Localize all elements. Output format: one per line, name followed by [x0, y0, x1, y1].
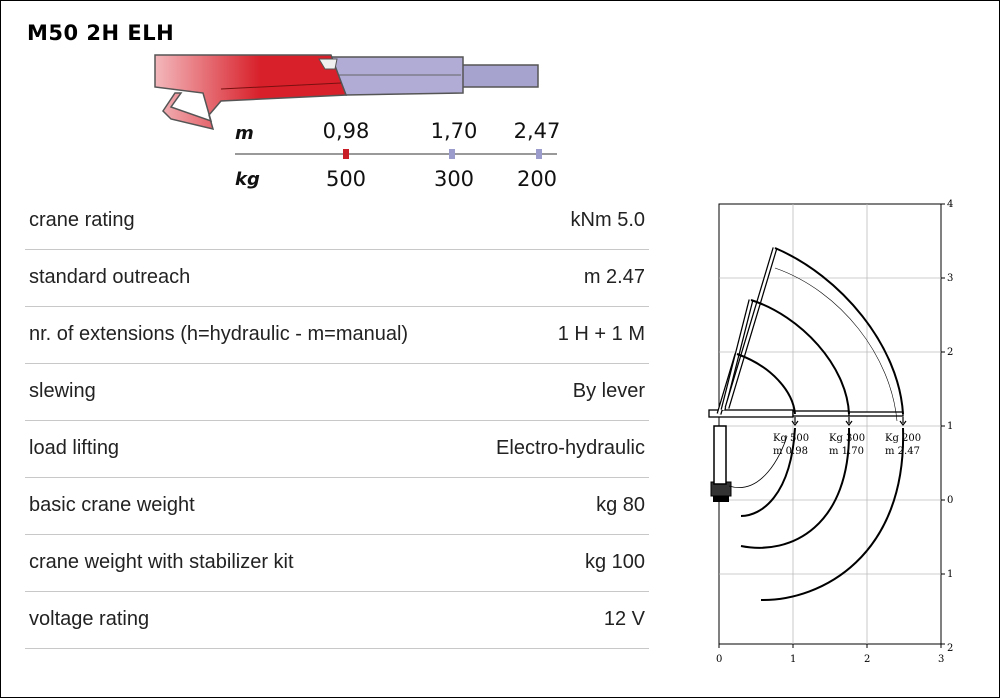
spec-value: 12 V: [603, 608, 645, 630]
spec-table: [25, 193, 649, 649]
spec-row: [25, 478, 649, 535]
scale-marker: [536, 149, 542, 159]
model-title: M50 2H ELH: [27, 21, 175, 45]
y-tick-label: 4: [947, 199, 954, 210]
y-tick-label: 2: [947, 643, 954, 654]
y-tick-label: 1: [947, 569, 954, 580]
scale-kg-value: 500: [325, 167, 367, 191]
unit-kg-label: kg: [235, 169, 260, 190]
x-tick-label: 0: [716, 654, 723, 665]
working-range-diagram: [701, 196, 976, 676]
spec-row: [25, 592, 649, 649]
load-m-label: m 0.98: [773, 446, 808, 457]
scale-line: [235, 153, 557, 155]
spec-label: basic crane weight: [29, 494, 195, 516]
spec-label: slewing: [29, 380, 96, 402]
spec-value: By lever: [572, 380, 645, 402]
spec-label: nr. of extensions (h=hydraulic - m=manual): [29, 323, 409, 345]
spec-row: [25, 250, 649, 307]
spec-value: kg 100: [584, 551, 645, 573]
spec-value: kNm 5.0: [570, 209, 645, 231]
y-tick-label: 0: [947, 495, 954, 506]
scale-kg-value: 200: [516, 167, 558, 191]
reach-load-scale: [221, 113, 581, 203]
spec-value: 1 H + 1 M: [557, 323, 645, 345]
scale-marker: [449, 149, 455, 159]
spec-label: standard outreach: [29, 266, 191, 288]
load-m-label: m 2.47: [885, 446, 920, 457]
scale-m-value: 2,47: [513, 119, 561, 143]
spec-label: crane rating: [29, 209, 135, 231]
load-m-label: m 1.70: [829, 446, 864, 457]
y-tick-label: 1: [947, 421, 954, 432]
spec-row: [25, 535, 649, 592]
x-tick-label: 3: [938, 654, 945, 665]
spec-label: voltage rating: [29, 608, 150, 630]
scale-m-value: 0,98: [322, 119, 370, 143]
spec-row: [25, 307, 649, 364]
spec-value: kg 80: [596, 494, 645, 516]
scale-m-value: 1,70: [430, 119, 478, 143]
x-tick-label: 2: [864, 654, 871, 665]
y-tick-label: 3: [947, 273, 954, 284]
spec-label: crane weight with stabilizer kit: [29, 551, 294, 573]
load-kg-label: Kg 300: [829, 433, 866, 444]
scale-kg-value: 300: [433, 167, 475, 191]
y-tick-label: 2: [947, 347, 954, 358]
spec-row: [25, 421, 649, 478]
spec-row: [25, 193, 649, 250]
spec-value: m 2.47: [583, 266, 645, 288]
x-tick-label: 1: [790, 654, 797, 665]
scale-marker: [343, 149, 349, 159]
spec-row: [25, 364, 649, 421]
unit-m-label: m: [235, 123, 254, 144]
load-kg-label: Kg 500: [773, 433, 810, 444]
spec-label: load lifting: [29, 437, 120, 459]
spec-value: Electro-hydraulic: [496, 437, 645, 459]
load-kg-label: Kg 200: [885, 433, 922, 444]
